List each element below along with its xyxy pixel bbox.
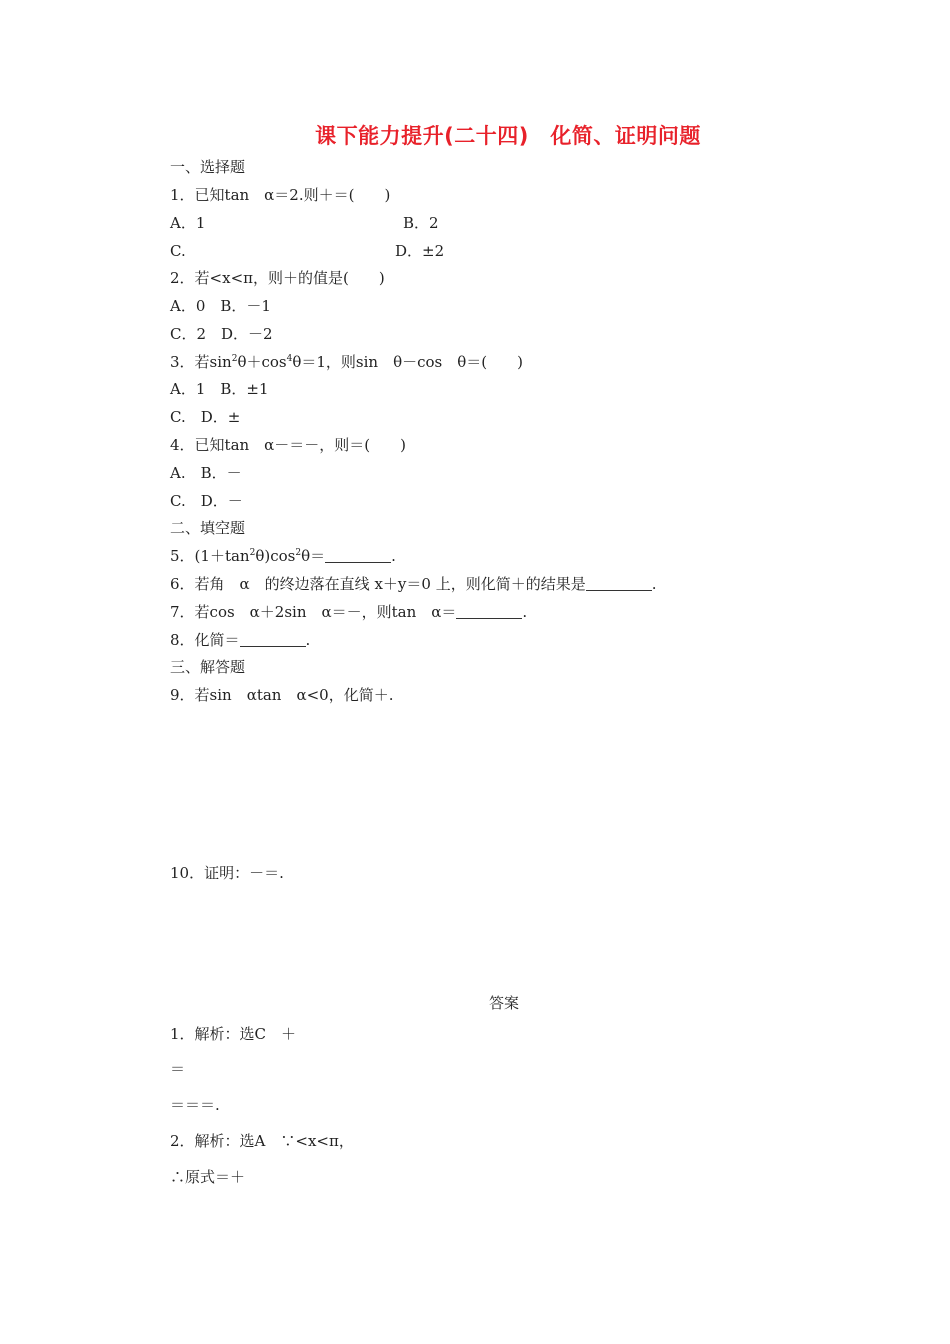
question-6-stem: 6．若角 α 的终边落在直线 x＋y＝0 上，则化简＋的结果是 . [170, 575, 657, 593]
question-1-option-b: B．2 [403, 214, 439, 232]
question-1-stem: 1．已知tan α＝2.则＋＝( ) [170, 186, 391, 204]
question-5-stem: 5．$(1+\tan^2\theta)\cos^2\theta=$ . [170, 547, 396, 565]
question-3-options-ab: A．1 B．±1 [170, 380, 269, 398]
question-4-stem: 4．已知tan α－＝－，则＝( ) [170, 436, 407, 454]
answer-blank [456, 604, 522, 619]
answer-2-line-1: 2．解析：选A ∵<x<π， [170, 1132, 354, 1150]
question-2-options-ab: A．0 B．－1 [170, 297, 271, 315]
question-4-options-cd: C. D．－ [170, 492, 243, 510]
answer-1-line-3: ＝＝＝. [170, 1096, 220, 1114]
question-8-stem: 8．化简＝ . [170, 631, 311, 649]
answer-2-line-2: ∴原式＝＋ [170, 1168, 246, 1186]
question-3-options-cd: C. D．± [170, 408, 241, 426]
section-heading-solve: 三、解答题 [170, 658, 246, 676]
page-title: 课下能力提升(二十四) 化简、证明问题 [315, 124, 701, 148]
answer-blank [325, 548, 391, 563]
section-heading-fill: 二、填空题 [170, 519, 246, 537]
answers-heading: 答案 [488, 994, 519, 1012]
question-9-stem: 9．若sin αtan α<0，化简＋. [170, 686, 394, 704]
question-1-option-d: D．±2 [395, 242, 445, 260]
answer-blank [240, 632, 306, 647]
question-2-stem: 2．若<x<π，则＋的值是( ) [170, 269, 385, 287]
section-heading-choice: 一、选择题 [170, 158, 246, 176]
question-1-option-a: A．1 [170, 214, 206, 232]
answer-1-line-1: 1．解析：选C ＋ [170, 1025, 297, 1043]
answer-1-line-2: ＝ [170, 1060, 186, 1078]
answer-blank [586, 576, 652, 591]
question-1-option-c: C. [170, 242, 186, 260]
question-10-stem: 10．证明：－＝. [170, 864, 284, 882]
question-4-options-ab: A. B．－ [170, 464, 242, 482]
question-7-stem: 7．若cos α＋2sin α＝－，则tan α＝ . [170, 603, 528, 621]
question-2-options-cd: C．2 D．－2 [170, 325, 273, 343]
question-3-stem: 3．若$\sin^2\theta+\cos^4\theta=1$，则sin θ－cos θ＝( ) [170, 353, 523, 371]
